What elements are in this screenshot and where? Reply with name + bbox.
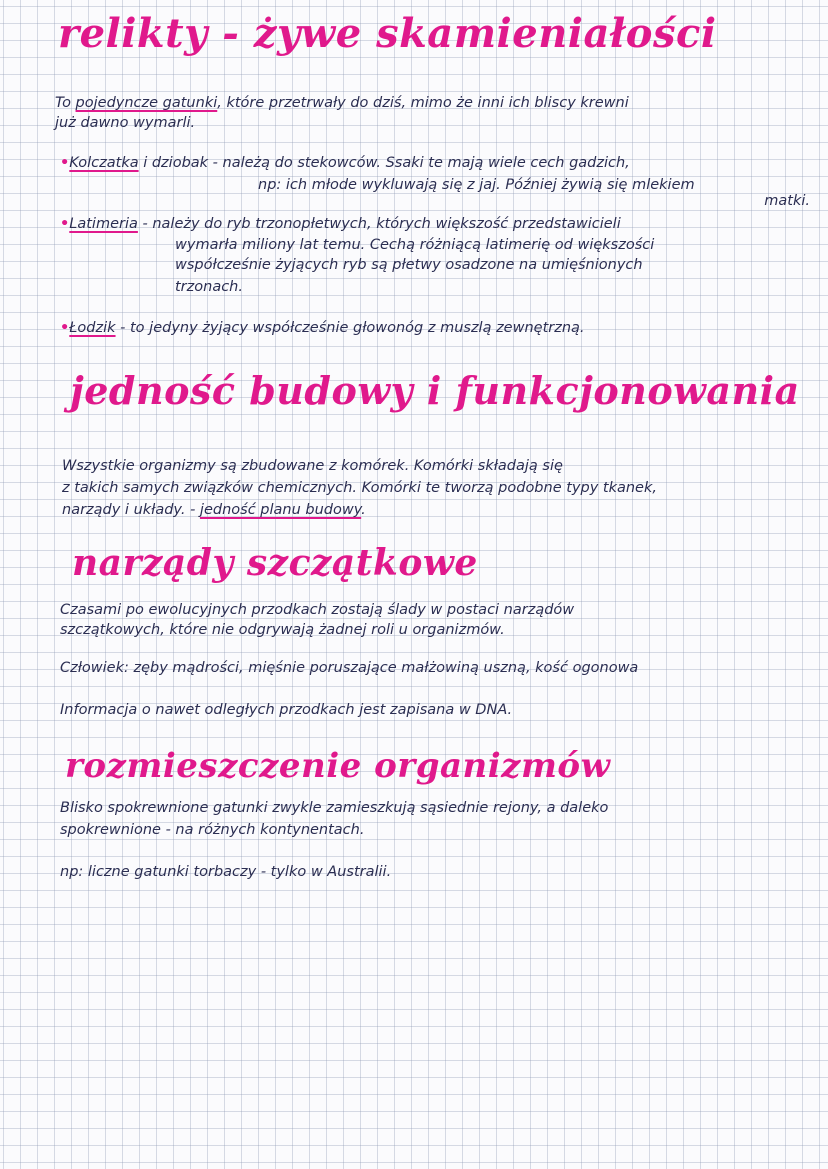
relikty-intro-term: pojedyncze gatunki xyxy=(75,95,218,111)
rozmieszczenie-example: np: liczne gatunki torbaczy - tylko w Australii. xyxy=(60,864,392,880)
kolczatka-line2: np: ich młode wykluwają się z jaj. Później żywią się mlekiem xyxy=(258,177,695,193)
jednosc-line2: z takich samych związków chemicznych. Komórki te tworzą podobne typy tkanek, xyxy=(62,480,657,496)
heading-jednosc: jedność budowy i funkcjonowania xyxy=(70,368,800,413)
relikty-intro-pre: To xyxy=(55,95,76,111)
term-kolczatka: Kolczatka xyxy=(69,155,139,171)
narzady-dna: Informacja o nawet odległych przodkach jest zapisana w DNA. xyxy=(60,702,513,718)
kolczatka-line1-rest: i dziobak - należą do stekowców. Ssaki te mają wiele cech gadzich, xyxy=(138,155,630,171)
heading-rozmieszczenie: rozmieszczenie organizmów xyxy=(65,746,611,786)
relikty-intro-post: , które przetrwały do dziś, mimo że inni ich bliscy krewni xyxy=(217,95,629,111)
jednosc-term: jedność planu budowy xyxy=(199,502,362,518)
bullet-dot: • xyxy=(60,155,70,171)
narzady-line1: Czasami po ewolucyjnych przodkach zostają ślady w postaci narządów xyxy=(60,602,575,618)
relikty-item-latimeria xyxy=(60,216,810,233)
heading-narzady: narządy szczątkowe xyxy=(72,542,478,584)
latimeria-line3: współcześnie żyjących ryb są płetwy osadzone na umięśnionych xyxy=(175,257,643,273)
rozmieszczenie-line1: Blisko spokrewnione gatunki zwykle zamieszkują sąsiednie rejony, a daleko xyxy=(60,800,609,816)
heading-relikty: relikty - żywe skamieniałości xyxy=(58,10,717,57)
term-lodzik: Łodzik xyxy=(69,320,116,336)
relikty-item-kolczatka xyxy=(60,155,810,172)
relikty-intro-line2: już dawno wymarli. xyxy=(55,115,196,131)
relikty-intro-line1 xyxy=(55,95,815,112)
latimeria-line4: trzonach. xyxy=(175,279,243,295)
kolczatka-line3: matki. xyxy=(764,193,810,209)
jednosc-line1: Wszystkie organizmy są zbudowane z komórek. Komórki składają się xyxy=(62,458,563,474)
relikty-item-lodzik xyxy=(60,320,810,337)
jednosc-line3-post: . xyxy=(361,502,366,518)
lodzik-line1-rest: - to jedyny żyjący współcześnie głowonóg z muszlą zewnętrzną. xyxy=(115,320,585,336)
narzady-czlowiek: Człowiek: zęby mądrości, mięśnie poruszające małżowiną uszną, kość ogonowa xyxy=(60,660,639,676)
narzady-line2: szczątkowych, które nie odgrywają żadnej roli u organizmów. xyxy=(60,622,505,638)
jednosc-line3 xyxy=(62,502,366,519)
rozmieszczenie-line2: spokrewnione - na różnych kontynentach. xyxy=(60,822,365,838)
jednosc-line3-pre: narządy i układy. - xyxy=(62,502,200,518)
latimeria-line2: wymarła miliony lat temu. Cechą różniącą latimerię od większości xyxy=(175,237,655,253)
bullet-dot: • xyxy=(60,216,70,232)
bullet-dot: • xyxy=(60,320,70,336)
latimeria-line1-rest: - należy do ryb trzonopłetwych, których większość przedstawicieli xyxy=(137,216,621,232)
term-latimeria: Latimeria xyxy=(69,216,138,232)
